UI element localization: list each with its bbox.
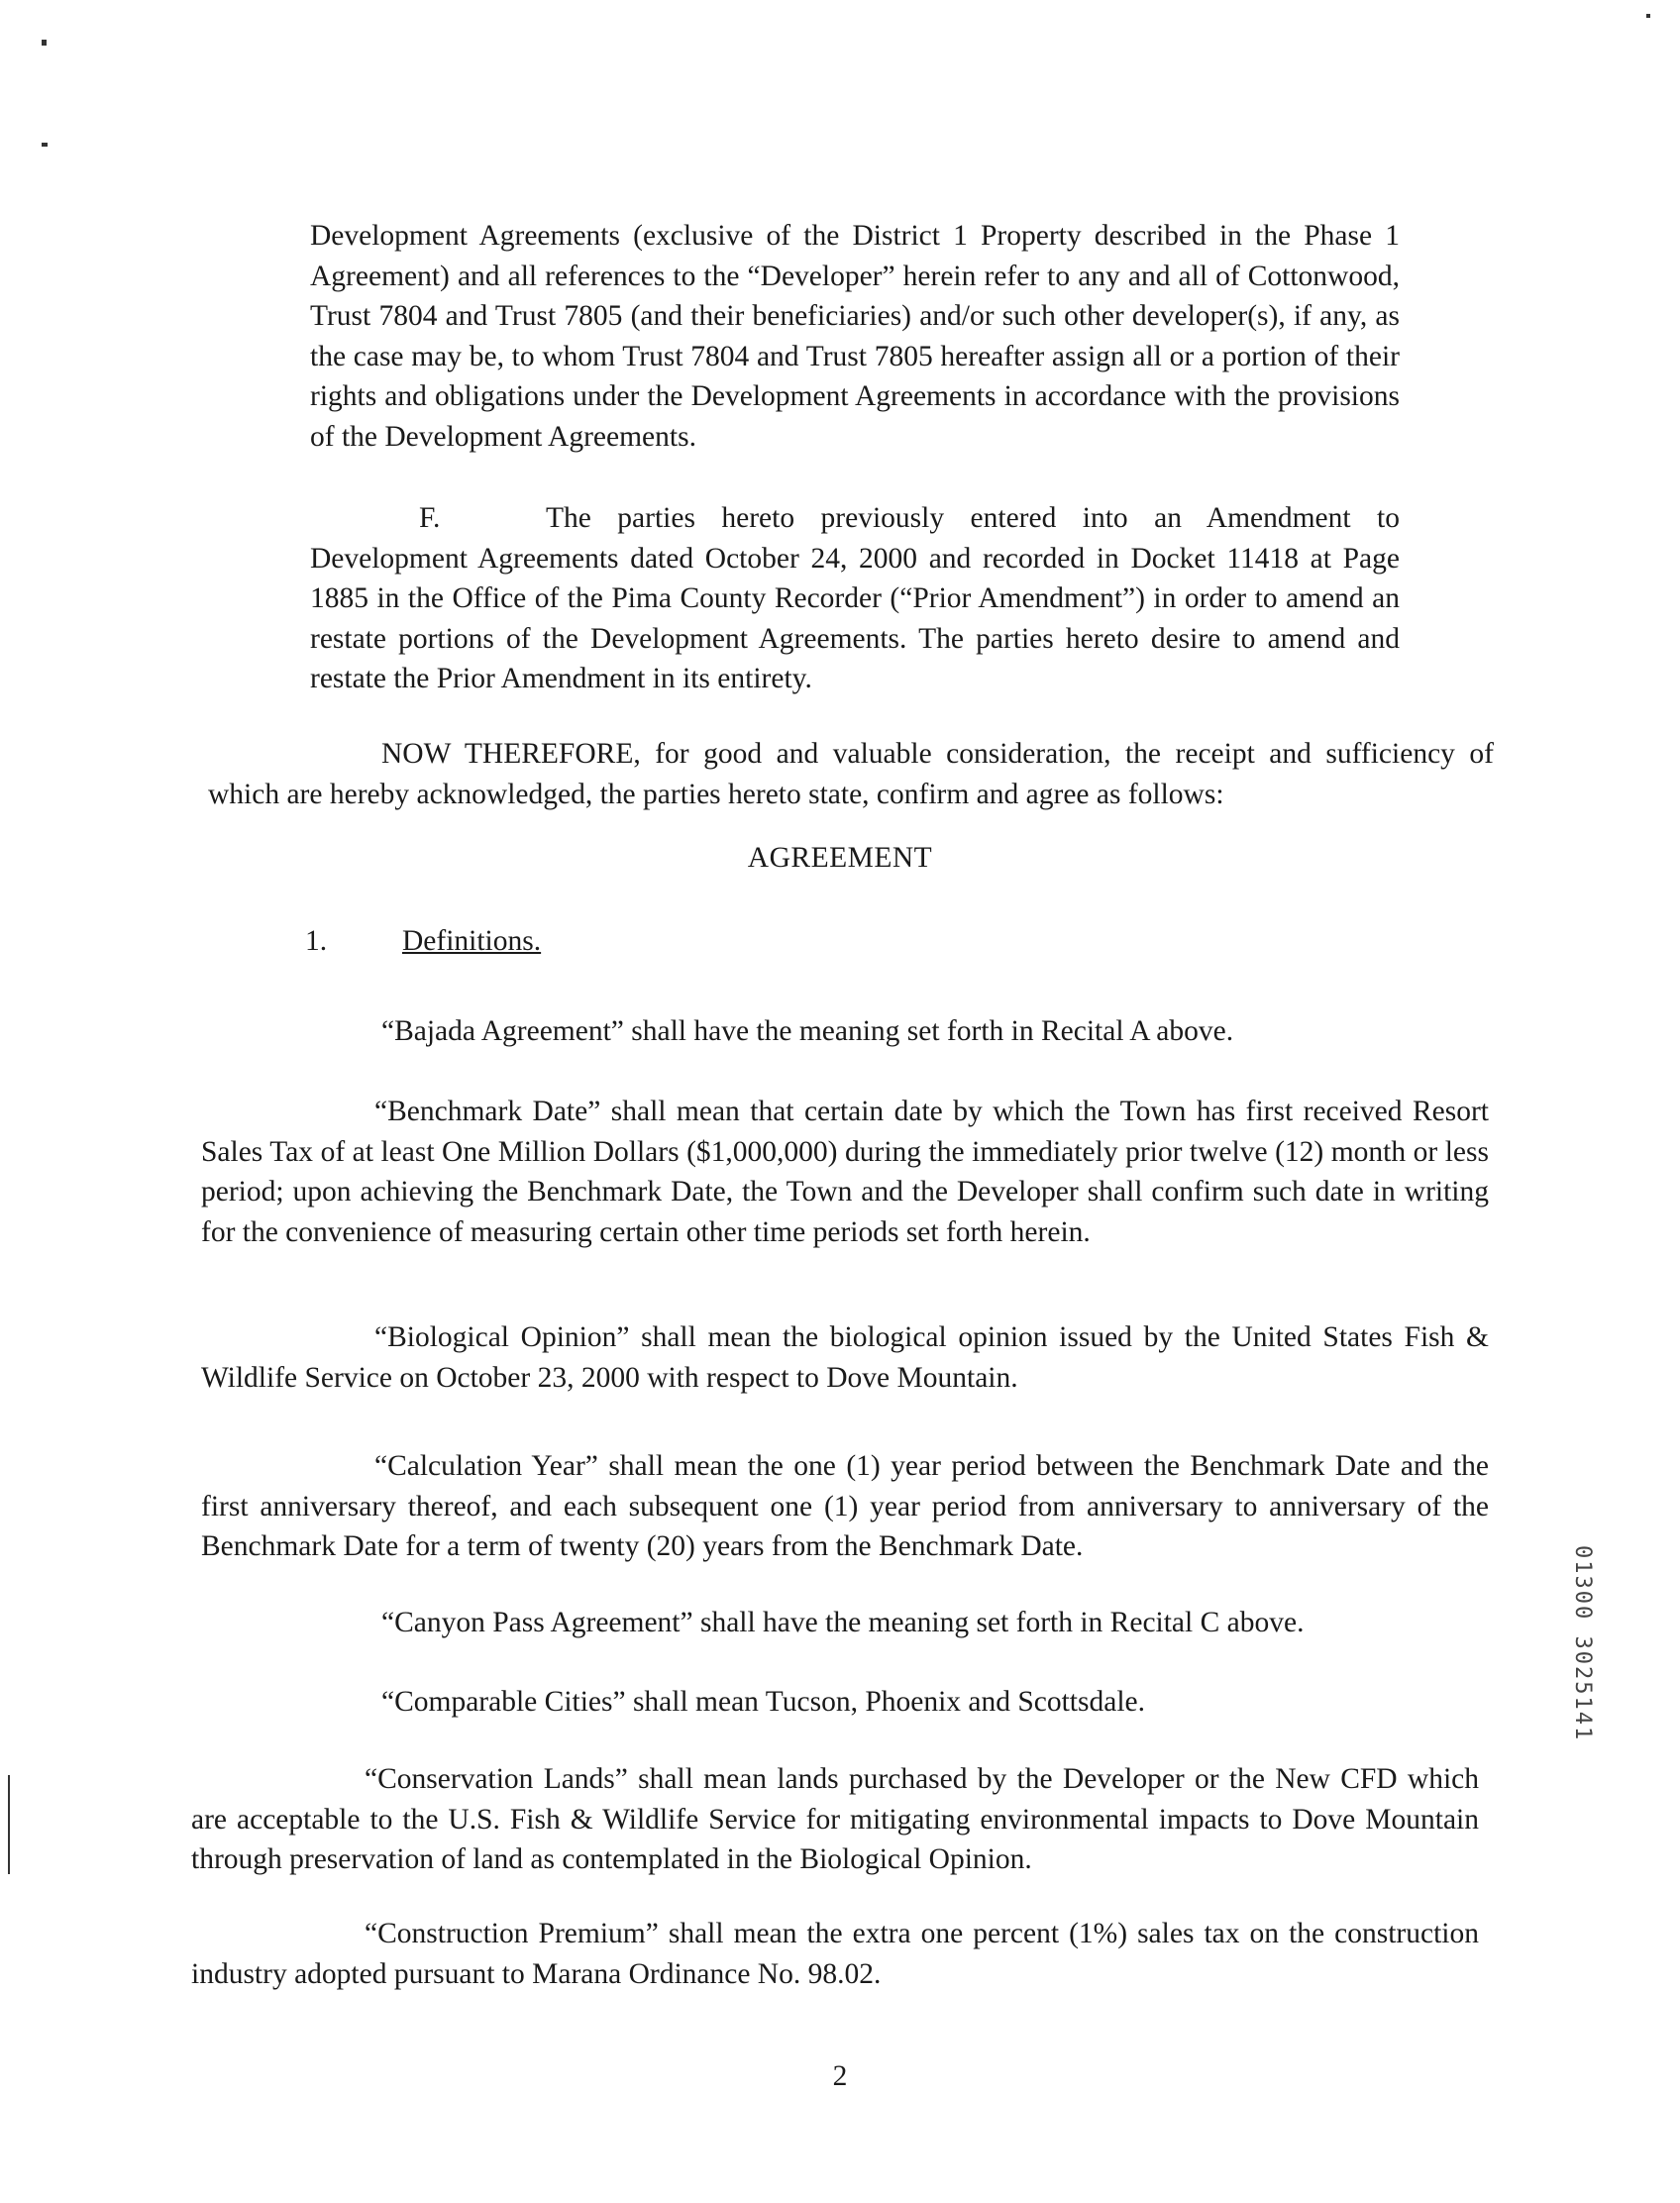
recital-f-text: The parties hereto previously entered into an Amendment to Development Agreements dated October 24, 2000 and recorded in Docket 11418 at Page 1885 in the Office of the Pima County Recorder (“Prior Amendment”) in order to amend an restate portions of the Development Agreements. The parties hereto desire to amend and restate the Prior Amendment in its entirety. — [310, 502, 1400, 694]
definition-biological-opinion: “Biological Opinion” shall mean the biological opinion issued by the United States Fish & Wildlife Service on October 23, 2000 with respect to Dove Mountain. — [201, 1321, 1489, 1394]
scan-mark-top — [42, 40, 47, 46]
page-number: 2 — [832, 2060, 848, 2092]
recording-stamp: 01300 3025141 — [1570, 1545, 1595, 1742]
definition-benchmark-date: “Benchmark Date” shall mean that certain date by which the Town has first received Resort Sales Tax of at least One Million Dollars ($1,000,000) during the immediately prior twelve (12) month or less period; upon achieving the Benchmark Date, the Town and the Developer shall confirm such date in writing for the convenience of measuring certain other time periods set forth herein. — [201, 1096, 1489, 1248]
definition-calculation-year: “Calculation Year” shall mean the one (1) year period between the Benchmark Date and the first anniversary thereof, and each subsequent one (1) year period from anniversary to anniversary of the Benchmark Date for a term of twenty (20) years from the Benchmark Date. — [201, 1450, 1489, 1562]
agreement-heading: AGREEMENT — [747, 842, 933, 874]
recital-f — [310, 498, 1400, 699]
definition-bajada: “Bajada Agreement” shall have the meaning set forth in Recital A above. — [381, 1015, 1234, 1047]
section-title: Definitions. — [402, 925, 542, 957]
scan-mark-left — [42, 143, 48, 147]
corner-mark — [1646, 14, 1650, 18]
continuation-paragraph: Development Agreements (exclusive of the District 1 Property described in the Phase 1 Agreement) and all references to the “Developer” herein refer to any and all of Cottonwood, Trust 7804 and Trust 7805 (and their beneficiaries) and/or such other developer(s), if any, as the case may be, to whom Trust 7804 and Trust 7805 hereafter assign all or a portion of their rights and obligations under the Development Agreements in accordance with the provisions of the Development Agreements. — [310, 220, 1400, 453]
definition-canyon-pass: “Canyon Pass Agreement” shall have the meaning set forth in Recital C above. — [381, 1607, 1305, 1638]
definition-conservation-lands: “Conservation Lands” shall mean lands purchased by the Developer or the New CFD which are acceptable to the U.S. Fish & Wildlife Service for mitigating environmental impacts to Dove Mountain through preservation of land as contemplated in the Biological Opinion. — [191, 1763, 1479, 1875]
definition-construction-premium: “Construction Premium” shall mean the extra one percent (1%) sales tax on the construction industry adopted pursuant to Marana Ordinance No. 98.02. — [191, 1918, 1479, 1990]
section-number: 1. — [305, 925, 328, 957]
now-therefore-paragraph: NOW THEREFORE, for good and valuable consideration, the receipt and sufficiency of which are hereby acknowledged, the parties hereto state, confirm and agree as follows: — [208, 738, 1494, 810]
margin-rule — [8, 1775, 10, 1874]
section-heading — [305, 925, 541, 958]
definition-comparable-cities: “Comparable Cities” shall mean Tucson, Phoenix and Scottsdale. — [381, 1686, 1145, 1718]
recital-f-letter: F. — [419, 502, 441, 534]
